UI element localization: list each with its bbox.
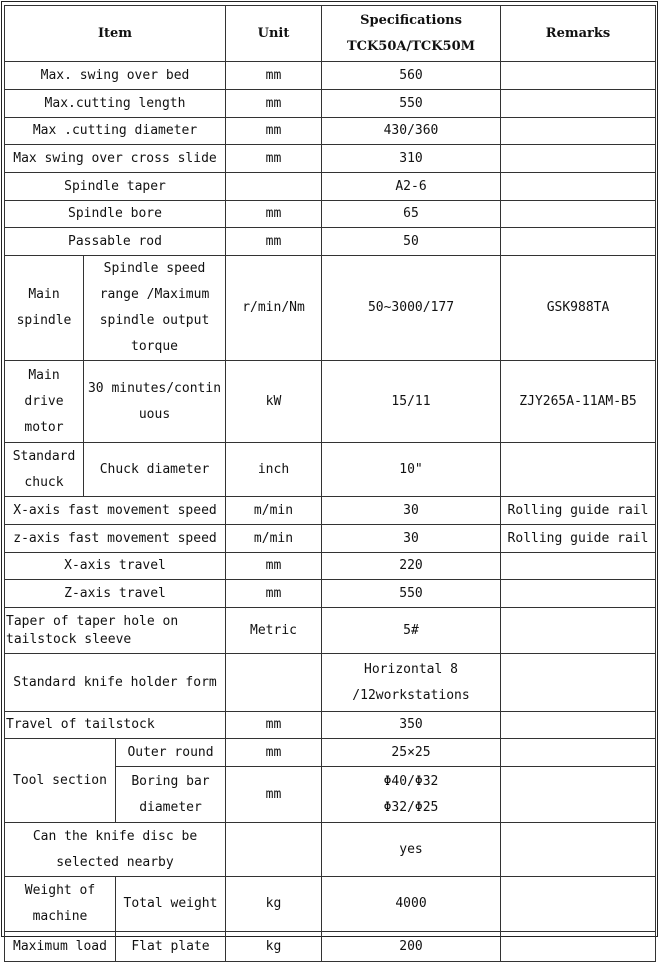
remark-cell — [501, 228, 656, 256]
remark-cell — [501, 443, 656, 497]
spec-cell: 550 — [322, 90, 501, 118]
table-row — [5, 118, 656, 145]
item-cell: X-axis fast movement speed — [5, 497, 226, 525]
unit-cell: kg — [226, 932, 322, 962]
item-cell: Standard knife holder form — [5, 654, 226, 712]
spec-line: Φ40/Φ32 — [383, 773, 439, 789]
unit-cell: mm — [226, 739, 322, 767]
spec-cell: yes — [322, 823, 501, 877]
item-cell: Spindle speed range /Maximum spindle output torque — [84, 256, 226, 361]
table-row — [5, 553, 656, 580]
table-row — [5, 739, 656, 767]
remark-cell — [501, 118, 656, 145]
unit-cell: mm — [226, 712, 322, 739]
unit-cell: Metric — [226, 608, 322, 654]
remark-cell — [501, 201, 656, 228]
table-row — [5, 877, 656, 932]
spec-cell: 30 — [322, 497, 501, 525]
remark-cell — [501, 608, 656, 654]
spec-cell: 5# — [322, 608, 501, 654]
remark-cell — [501, 173, 656, 201]
item-cell: Taper of taper hole on tailstock sleeve — [5, 608, 226, 654]
header-row — [5, 6, 656, 62]
remark-cell: GSK988TA — [501, 256, 656, 361]
table-row — [5, 525, 656, 553]
item-cell: Max. swing over bed — [5, 62, 226, 90]
unit-cell — [226, 173, 322, 201]
table-row — [5, 173, 656, 201]
table-row — [5, 823, 656, 877]
remark-cell — [501, 145, 656, 173]
group-cell: Main spindle — [5, 256, 84, 361]
remark-cell — [501, 90, 656, 118]
spec-cell: 4000 — [322, 877, 501, 932]
item-cell: Flat plate — [116, 932, 226, 962]
unit-cell: mm — [226, 580, 322, 608]
remark-cell: ZJY265A-11AM-B5 — [501, 361, 656, 443]
group-cell: Main drive motor — [5, 361, 84, 443]
unit-cell: mm — [226, 767, 322, 823]
remark-cell — [501, 580, 656, 608]
remark-cell — [501, 739, 656, 767]
spec-cell: Horizontal 8 /12workstations — [322, 654, 501, 712]
remark-cell — [501, 823, 656, 877]
header-spec-line2: TCK50A/TCK50M — [346, 38, 476, 54]
remark-cell: Rolling guide rail — [501, 497, 656, 525]
unit-cell: inch — [226, 443, 322, 497]
unit-cell: mm — [226, 118, 322, 145]
spec-cell: 310 — [322, 145, 501, 173]
item-cell: Z-axis travel — [5, 580, 226, 608]
unit-cell — [226, 823, 322, 877]
remark-cell — [501, 877, 656, 932]
spec-cell: 25×25 — [322, 739, 501, 767]
spec-cell — [322, 767, 501, 823]
unit-cell: mm — [226, 201, 322, 228]
table-row — [5, 201, 656, 228]
remark-cell — [501, 62, 656, 90]
item-cell: z-axis fast movement speed — [5, 525, 226, 553]
header-spec — [322, 6, 501, 62]
spec-cell: A2-6 — [322, 173, 501, 201]
table-row — [5, 443, 656, 497]
table-row — [5, 256, 656, 361]
group-cell: Maximum load — [5, 932, 116, 962]
remark-cell — [501, 932, 656, 962]
item-cell: Travel of tailstock — [5, 712, 226, 739]
unit-cell: m/min — [226, 497, 322, 525]
remark-cell — [501, 712, 656, 739]
unit-cell: r/min/Nm — [226, 256, 322, 361]
spec-cell: 10" — [322, 443, 501, 497]
unit-cell: mm — [226, 145, 322, 173]
unit-cell: m/min — [226, 525, 322, 553]
unit-cell: mm — [226, 228, 322, 256]
table-row — [5, 712, 656, 739]
group-cell: Standard chuck — [5, 443, 84, 497]
table-row — [5, 145, 656, 173]
spec-cell: 65 — [322, 201, 501, 228]
item-cell: Can the knife disc be selected nearby — [5, 823, 226, 877]
item-cell: Total weight — [116, 877, 226, 932]
spec-cell: 220 — [322, 553, 501, 580]
unit-cell: kW — [226, 361, 322, 443]
item-cell: Boring bar diameter — [116, 767, 226, 823]
unit-cell: mm — [226, 62, 322, 90]
spec-cell: 430/360 — [322, 118, 501, 145]
spec-cell: 50~3000/177 — [322, 256, 501, 361]
table-row — [5, 932, 656, 962]
item-cell: Max swing over cross slide — [5, 145, 226, 173]
header-remarks: Remarks — [501, 6, 656, 62]
remark-cell — [501, 553, 656, 580]
table-row — [5, 654, 656, 712]
spec-table — [4, 5, 656, 962]
item-cell: Outer round — [116, 739, 226, 767]
unit-cell: mm — [226, 90, 322, 118]
unit-cell — [226, 654, 322, 712]
header-item: Item — [5, 6, 226, 62]
item-cell: X-axis travel — [5, 553, 226, 580]
spec-cell: 30 — [322, 525, 501, 553]
header-unit: Unit — [226, 6, 322, 62]
spec-cell: 350 — [322, 712, 501, 739]
table-row — [5, 497, 656, 525]
item-cell: Max.cutting length — [5, 90, 226, 118]
spec-cell: 200 — [322, 932, 501, 962]
spec-cell: 50 — [322, 228, 501, 256]
spec-cell: 550 — [322, 580, 501, 608]
unit-cell: mm — [226, 553, 322, 580]
spec-line: Φ32/Φ25 — [383, 799, 439, 815]
table-row — [5, 580, 656, 608]
table-row — [5, 228, 656, 256]
remark-cell: Rolling guide rail — [501, 525, 656, 553]
spec-cell: 15/11 — [322, 361, 501, 443]
item-cell: Max .cutting diameter — [5, 118, 226, 145]
table-row — [5, 361, 656, 443]
table-row — [5, 90, 656, 118]
remark-cell — [501, 767, 656, 823]
spec-cell: 560 — [322, 62, 501, 90]
item-cell: 30 minutes/continuous — [84, 361, 226, 443]
table-row — [5, 62, 656, 90]
unit-cell: kg — [226, 877, 322, 932]
item-cell: Spindle bore — [5, 201, 226, 228]
item-cell: Passable rod — [5, 228, 226, 256]
header-spec-line1: Specifications — [360, 12, 462, 28]
item-cell: Chuck diameter — [84, 443, 226, 497]
group-cell: Tool section — [5, 739, 116, 823]
item-cell: Spindle taper — [5, 173, 226, 201]
remark-cell — [501, 654, 656, 712]
table-row — [5, 608, 656, 654]
group-cell: Weight of machine — [5, 877, 116, 932]
